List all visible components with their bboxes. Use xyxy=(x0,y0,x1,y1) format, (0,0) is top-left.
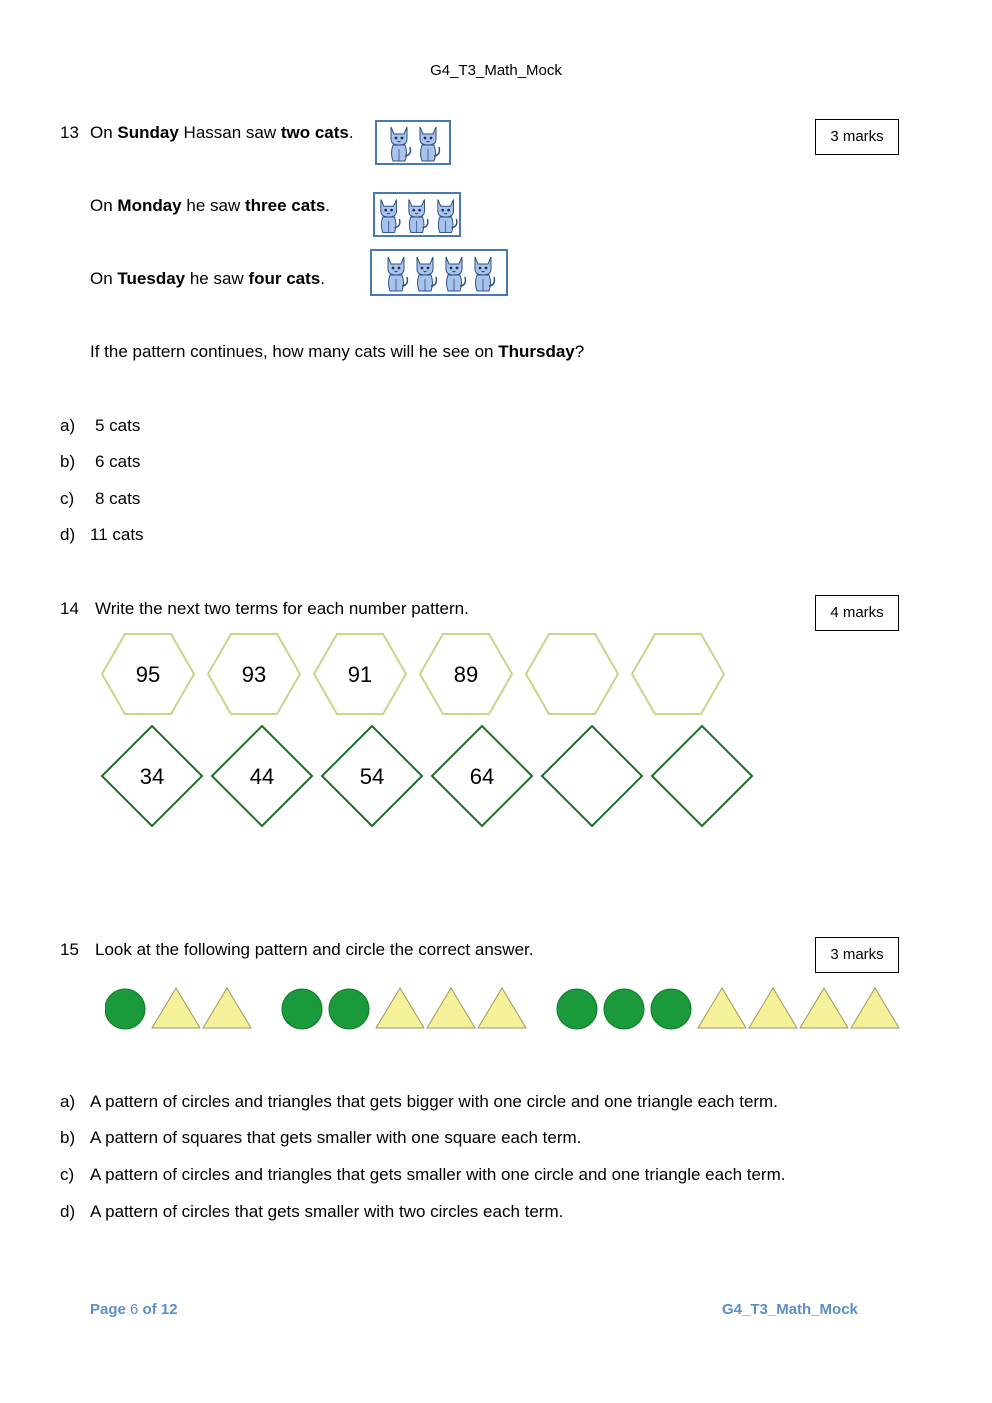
q15-number: 15 xyxy=(60,940,79,959)
hexagon-value: 93 xyxy=(241,662,267,687)
shape-pattern xyxy=(105,985,900,1035)
cat-icon xyxy=(469,253,497,293)
hexagon-blank[interactable] xyxy=(526,634,618,714)
q15-prompt: Look at the following pattern and circle the correct answer. xyxy=(95,940,534,959)
q15-option-c-letter: c) xyxy=(60,1165,75,1184)
yellow-triangle xyxy=(851,988,899,1028)
q15-option-b-letter: b) xyxy=(60,1128,76,1147)
q13-option-c[interactable]: 8 cats xyxy=(95,489,141,508)
green-circle xyxy=(329,989,369,1029)
cat-icon xyxy=(382,253,410,293)
page-header-title: G4_T3_Math_Mock xyxy=(430,62,562,79)
q15-option-b[interactable]: A pattern of squares that gets smaller with one square each term. xyxy=(90,1128,582,1147)
q13-question: If the pattern continues, how many cats will he see on Thursday? xyxy=(90,342,585,361)
yellow-triangle xyxy=(152,988,200,1028)
yellow-triangle xyxy=(203,988,251,1028)
q15-option-d[interactable]: A pattern of circles that gets smaller with two circles each term. xyxy=(90,1202,564,1221)
q13-option-a[interactable]: 5 cats xyxy=(95,416,141,435)
green-circle xyxy=(604,989,644,1029)
cat-icon xyxy=(403,195,430,235)
cat-icon xyxy=(411,253,439,293)
diamond-pattern xyxy=(95,722,760,832)
cat-icon xyxy=(385,123,413,163)
green-circle xyxy=(557,989,597,1029)
green-circle xyxy=(105,989,145,1029)
diamond-value: 34 xyxy=(139,764,165,789)
q13-option-b-letter: b) xyxy=(60,452,76,471)
footer-page-number: Page 6 of 12 xyxy=(90,1301,178,1318)
yellow-triangle xyxy=(376,988,424,1028)
cat-icon xyxy=(440,253,468,293)
q15-option-d-letter: d) xyxy=(60,1202,76,1221)
q14-marks-box: 4 marks xyxy=(815,595,899,631)
q14-prompt: Write the next two terms for each number pattern. xyxy=(95,599,469,618)
yellow-triangle xyxy=(749,988,797,1028)
q13-option-d-letter: d) xyxy=(60,525,76,544)
cat-icon xyxy=(375,195,402,235)
q13-line-tuesday: On Tuesday he saw four cats. xyxy=(90,269,325,288)
q15-option-c[interactable]: A pattern of circles and triangles that gets smaller with one circle and one triangle each term. xyxy=(90,1165,786,1184)
q15-marks-box: 3 marks xyxy=(815,937,899,973)
yellow-triangle xyxy=(427,988,475,1028)
q13-number: 13 xyxy=(60,123,79,142)
q13-option-c-letter: c) xyxy=(60,489,75,508)
hexagon-pattern xyxy=(95,632,735,718)
hexagon-value: 95 xyxy=(135,662,161,687)
three-cats-image xyxy=(373,192,461,237)
q15-option-a[interactable]: A pattern of circles and triangles that gets bigger with one circle and one triangle each term. xyxy=(90,1092,778,1111)
yellow-triangle xyxy=(800,988,848,1028)
two-cats-image xyxy=(375,120,451,165)
diamond-blank[interactable] xyxy=(542,726,642,826)
yellow-triangle xyxy=(478,988,526,1028)
green-circle xyxy=(282,989,322,1029)
hexagon-value: 89 xyxy=(453,662,479,687)
q13-line-sunday: On Sunday Hassan saw two cats. xyxy=(90,123,354,142)
q15-option-a-letter: a) xyxy=(60,1092,76,1111)
cat-icon xyxy=(414,123,442,163)
four-cats-image xyxy=(370,249,508,296)
q13-marks-box: 3 marks xyxy=(815,119,899,155)
diamond-blank[interactable] xyxy=(652,726,752,826)
footer-doc-title: G4_T3_Math_Mock xyxy=(722,1301,858,1318)
q13-option-b[interactable]: 6 cats xyxy=(95,452,141,471)
q13-line-monday: On Monday he saw three cats. xyxy=(90,196,331,215)
diamond-value: 64 xyxy=(469,764,495,789)
cat-icon xyxy=(432,195,459,235)
q13-option-a-letter: a) xyxy=(60,416,76,435)
diamond-value: 54 xyxy=(359,764,385,789)
q14-number: 14 xyxy=(60,599,79,618)
hexagon-value: 91 xyxy=(347,662,373,687)
yellow-triangle xyxy=(698,988,746,1028)
q13-option-d[interactable]: 11 cats xyxy=(90,525,144,544)
diamond-value: 44 xyxy=(249,764,275,789)
green-circle xyxy=(651,989,691,1029)
hexagon-blank[interactable] xyxy=(632,634,724,714)
